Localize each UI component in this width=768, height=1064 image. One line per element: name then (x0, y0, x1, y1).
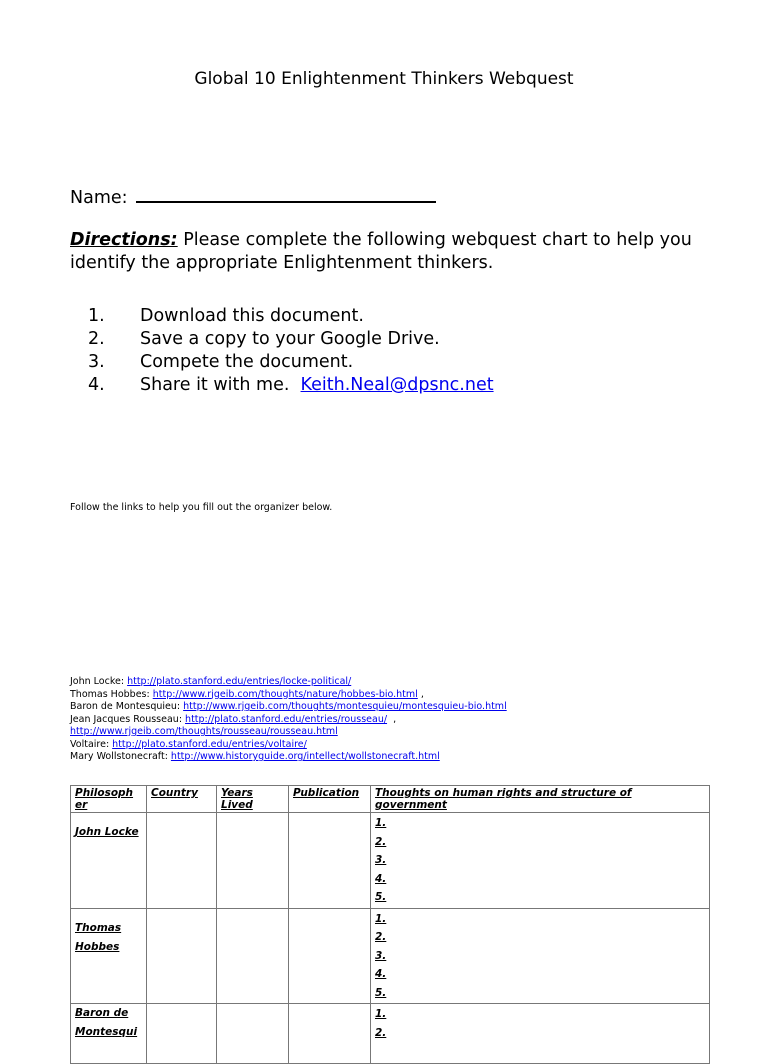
link-url[interactable]: http://plato.stanford.edu/entries/rousseau/ (185, 713, 388, 725)
document-title: Global 10 Enlightenment Thinkers Webquest (194, 69, 574, 89)
step-number: 3. (88, 352, 105, 372)
thought-number: 2. (375, 1026, 387, 1039)
link-row-rousseau-2 (70, 726, 507, 739)
philosopher-name: Baron de Montesqui (75, 1007, 138, 1038)
step-text-prefix: Share it with me. (140, 375, 301, 395)
thought-number: 2. (375, 931, 387, 943)
header-label: Country (151, 787, 198, 799)
steps-list (88, 305, 494, 397)
email-link[interactable]: Keith.Neal@dpsnc.net (300, 375, 494, 395)
step-item (88, 351, 494, 374)
link-label: John Locke: (70, 676, 128, 687)
cell-years[interactable] (217, 908, 289, 1004)
link-label: Voltaire: (70, 738, 113, 750)
directions-paragraph (70, 229, 710, 275)
link-url[interactable]: http://plato.stanford.edu/entries/voltaire/ (112, 738, 307, 750)
step-item (88, 328, 494, 351)
thought-number: 1. (375, 1008, 387, 1020)
name-field[interactable] (70, 183, 436, 208)
thought-number: 4. (375, 872, 387, 885)
thought-number: 1. (375, 912, 387, 925)
header-label: Thoughts on human rights and structure of government (375, 787, 632, 811)
header-country (147, 786, 217, 813)
table-row (71, 1004, 710, 1064)
cell-years[interactable] (217, 1004, 289, 1064)
step-text: Download this document. (140, 306, 364, 326)
step-item (88, 374, 494, 397)
thought-number: 5. (375, 986, 387, 999)
directions-label: Directions: (70, 230, 178, 250)
cell-thoughts[interactable] (371, 908, 710, 1004)
header-label: Publication (293, 787, 360, 799)
link-label: Baron de Montesquieu: (70, 701, 184, 712)
organizer-table (70, 785, 710, 1064)
link-url[interactable]: http://www.rjgeib.com/thoughts/montesquieu/montesquieu-bio.html (183, 701, 507, 712)
header-label: Philosoph er (75, 787, 134, 811)
follow-instructions: Follow the links to help you fill out the organizer below. (70, 502, 333, 513)
link-row-wollstonecraft (70, 751, 507, 764)
header-thoughts (371, 786, 710, 813)
link-label: Thomas Hobbes: (70, 688, 153, 700)
cell-country[interactable] (147, 1004, 217, 1064)
cell-philosopher (71, 1004, 147, 1064)
table-header-row (71, 786, 710, 813)
link-label: Mary Wollstonecraft: (70, 751, 171, 762)
header-years-lived (217, 786, 289, 813)
thought-number: 3. (375, 949, 387, 962)
link-row-voltaire (70, 739, 507, 752)
step-number: 2. (88, 329, 105, 349)
step-item (88, 305, 494, 328)
cell-publication[interactable] (289, 1004, 371, 1064)
philosopher-name: John Locke (75, 826, 139, 838)
thought-number: 5. (375, 891, 387, 903)
link-row-hobbes (70, 689, 507, 702)
step-text: Save a copy to your Google Drive. (140, 329, 440, 349)
cell-country[interactable] (147, 908, 217, 1004)
link-url[interactable]: http://www.rjgeib.com/thoughts/nature/hobbes-bio.html (152, 688, 418, 700)
cell-philosopher (71, 813, 147, 909)
link-url[interactable]: http://www.rjgeib.com/thoughts/rousseau/rousseau.html (70, 726, 338, 737)
header-label: Years Lived (221, 787, 253, 811)
cell-publication[interactable] (289, 813, 371, 909)
cell-country[interactable] (147, 813, 217, 909)
cell-thoughts[interactable] (371, 1004, 710, 1064)
table-row (71, 813, 710, 909)
link-suffix: , (387, 713, 397, 725)
link-url[interactable]: http://www.historyguide.org/intellect/wollstonecraft.html (170, 751, 440, 762)
table-row (71, 908, 710, 1004)
step-text (140, 374, 494, 397)
thought-number: 2. (375, 835, 387, 848)
cell-thoughts[interactable] (371, 813, 710, 909)
link-row-locke (70, 676, 507, 689)
thought-number: 3. (375, 854, 387, 866)
link-row-rousseau (70, 714, 507, 727)
step-text: Compete the document. (140, 352, 354, 372)
link-label: Jean Jacques Rousseau: (70, 713, 186, 725)
directions-text: Please complete the following webquest chart to help you identify the appropriate Enlightenment thinkers. (70, 230, 692, 273)
cell-years[interactable] (217, 813, 289, 909)
thought-number: 4. (375, 968, 387, 980)
link-suffix: , (417, 688, 424, 700)
step-number: 1. (88, 306, 105, 326)
cell-publication[interactable] (289, 908, 371, 1004)
header-publication (289, 786, 371, 813)
name-blank-line[interactable] (136, 183, 436, 203)
philosopher-name: Thomas Hobbes (75, 921, 122, 953)
thought-number: 1. (375, 817, 387, 829)
step-number: 4. (88, 375, 105, 395)
link-url[interactable]: http://plato.stanford.edu/entries/locke-political/ (127, 676, 352, 687)
name-label: Name: (70, 188, 128, 208)
header-philosopher (71, 786, 147, 813)
cell-philosopher (71, 908, 147, 1004)
links-list (70, 676, 507, 764)
link-row-montesquieu (70, 701, 507, 714)
